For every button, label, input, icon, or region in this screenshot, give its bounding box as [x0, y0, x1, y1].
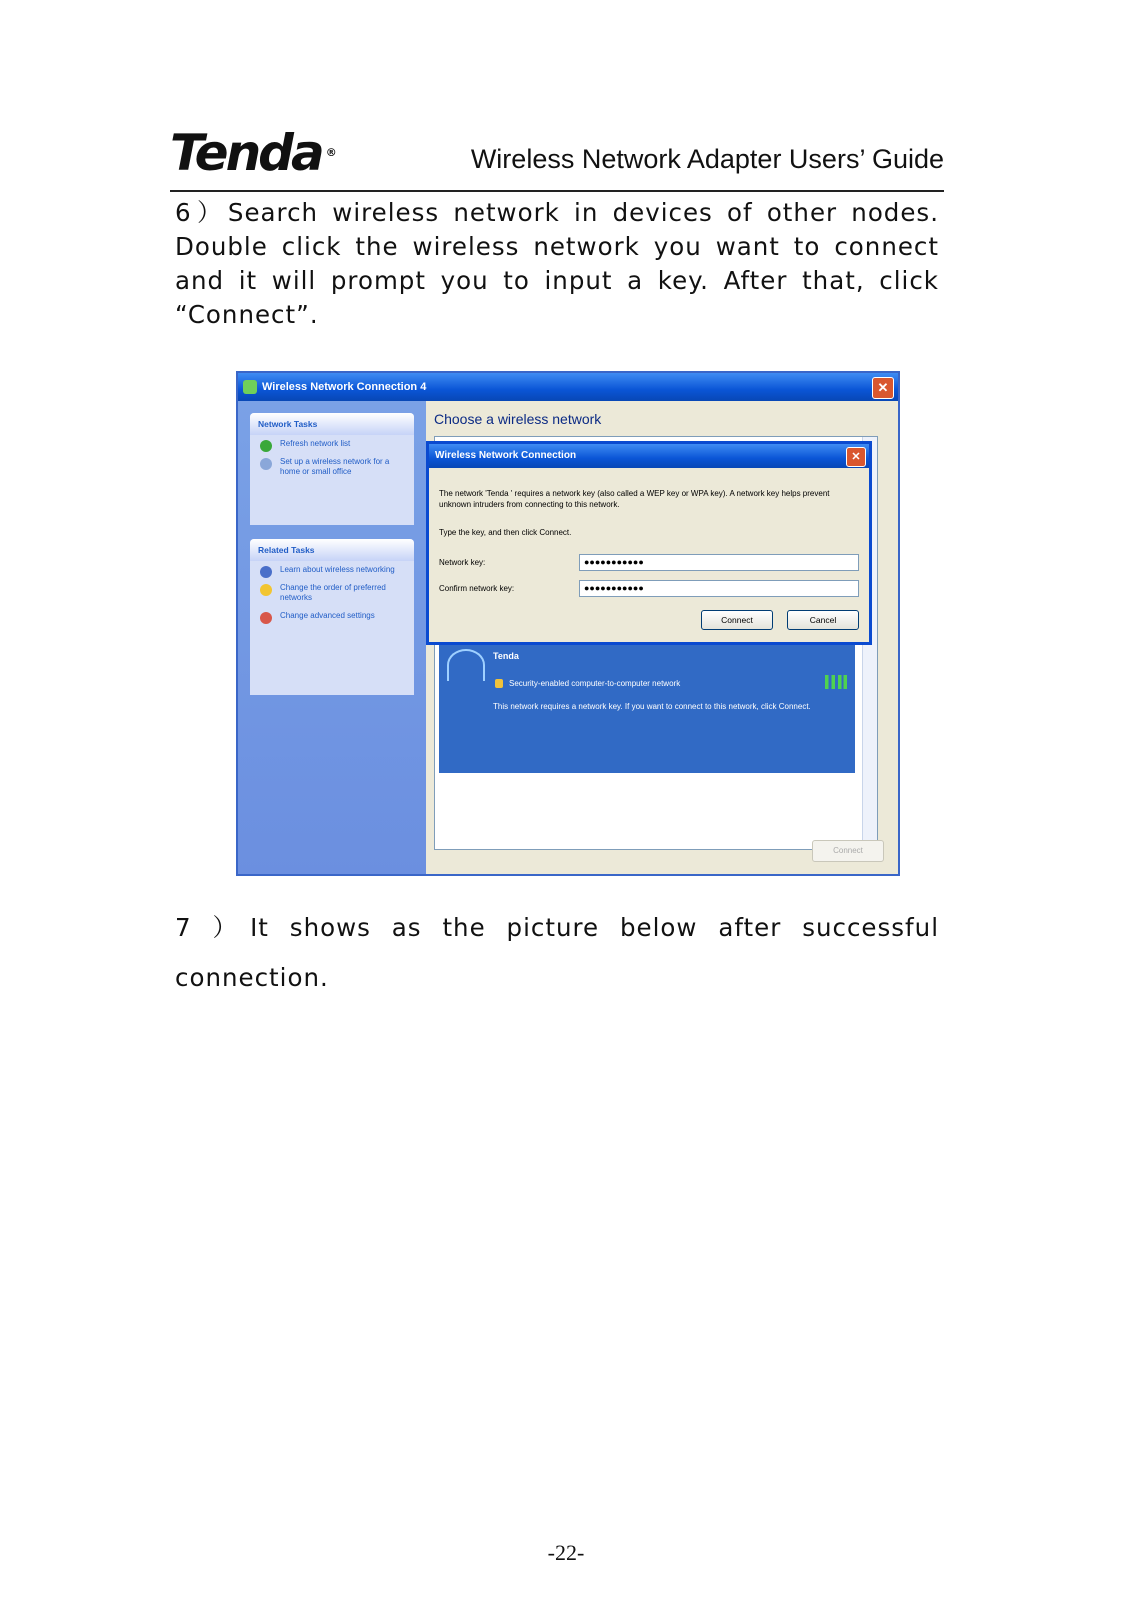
network-tasks-heading: Network Tasks	[250, 413, 414, 435]
refresh-icon	[260, 440, 272, 452]
info-icon	[260, 566, 272, 578]
wireless-network-icon	[447, 649, 485, 681]
change-order-link[interactable]	[250, 579, 414, 607]
step-6-line: 6）Search wireless network in devices of other nodes.	[175, 198, 939, 227]
cancel-button[interactable]: Cancel	[787, 610, 859, 630]
advanced-settings-link[interactable]	[250, 607, 414, 625]
window-close-button[interactable]: ✕	[872, 377, 894, 399]
dialog-title: Wireless Network Connection	[429, 444, 869, 468]
task-label: Set up a wireless network for a home or small office	[280, 457, 390, 476]
connect-button[interactable]: Connect	[701, 610, 773, 630]
confirm-key-label: Confirm network key:	[439, 584, 515, 593]
guide-title: Wireless Network Adapter Users’ Guide	[470, 144, 944, 174]
network-security: Security-enabled computer-to-computer network	[509, 679, 681, 688]
window-titlebar	[238, 373, 898, 401]
star-icon	[260, 584, 272, 596]
choose-network-title: Choose a wireless network	[434, 411, 602, 427]
refresh-network-list-link[interactable]	[250, 435, 414, 453]
logo-text: Tenda	[170, 124, 322, 182]
network-description: This network requires a network key. If you want to connect to this network, click Connect.	[493, 702, 811, 711]
related-tasks-box	[250, 539, 414, 695]
learn-wireless-link[interactable]	[250, 561, 414, 579]
network-key-dialog	[426, 441, 872, 645]
window-title: Wireless Network Connection 4	[262, 381, 427, 393]
task-label: Change advanced settings	[280, 611, 375, 620]
connect-button-disabled[interactable]: Connect	[812, 840, 884, 862]
lock-icon	[495, 679, 503, 688]
step-6-line: “Connect”.	[175, 300, 319, 329]
step-6-line: Double click the wireless network you want to connect	[175, 232, 939, 261]
network-tasks-box	[250, 413, 414, 525]
settings-icon	[260, 612, 272, 624]
task-label: Change the order of preferred networks	[280, 583, 386, 602]
network-name: Tenda	[493, 651, 519, 661]
task-label: Learn about wireless networking	[280, 565, 395, 574]
task-label: Refresh network list	[280, 439, 351, 448]
network-key-label: Network key:	[439, 558, 486, 567]
step-7-line: connection.	[175, 963, 329, 992]
related-tasks-heading: Related Tasks	[250, 539, 414, 561]
signal-strength-icon	[825, 675, 847, 689]
page-number: -22-	[547, 1540, 585, 1565]
tenda-logo	[170, 124, 337, 182]
logo-registered-mark: ®	[325, 146, 337, 159]
wireless-connection-screenshot	[236, 371, 900, 876]
header-divider	[170, 190, 944, 192]
network-icon	[243, 380, 257, 394]
setup-wireless-network-link[interactable]	[250, 453, 414, 481]
page-header	[170, 124, 944, 192]
step-7-paragraph	[175, 903, 939, 1003]
step-7-line: 7 ）It shows as the picture below after successful	[175, 913, 939, 942]
step-6-paragraph	[175, 196, 939, 332]
network-item-tenda[interactable]	[439, 637, 855, 773]
confirm-key-input[interactable]: ●●●●●●●●●●●	[579, 580, 859, 597]
wireless-setup-icon	[260, 458, 272, 470]
dialog-close-button[interactable]: ✕	[846, 447, 866, 467]
dialog-instruction: Type the key, and then click Connect.	[439, 528, 572, 537]
task-pane	[238, 401, 426, 874]
step-6-line: and it will prompt you to input a key. After that, click	[175, 266, 939, 295]
network-key-input[interactable]: ●●●●●●●●●●●	[579, 554, 859, 571]
dialog-message: The network 'Tenda ' requires a network key (also called a WEP key or WPA key). A network key helps prevent unknown intruders from connecting to this network.	[439, 489, 830, 509]
